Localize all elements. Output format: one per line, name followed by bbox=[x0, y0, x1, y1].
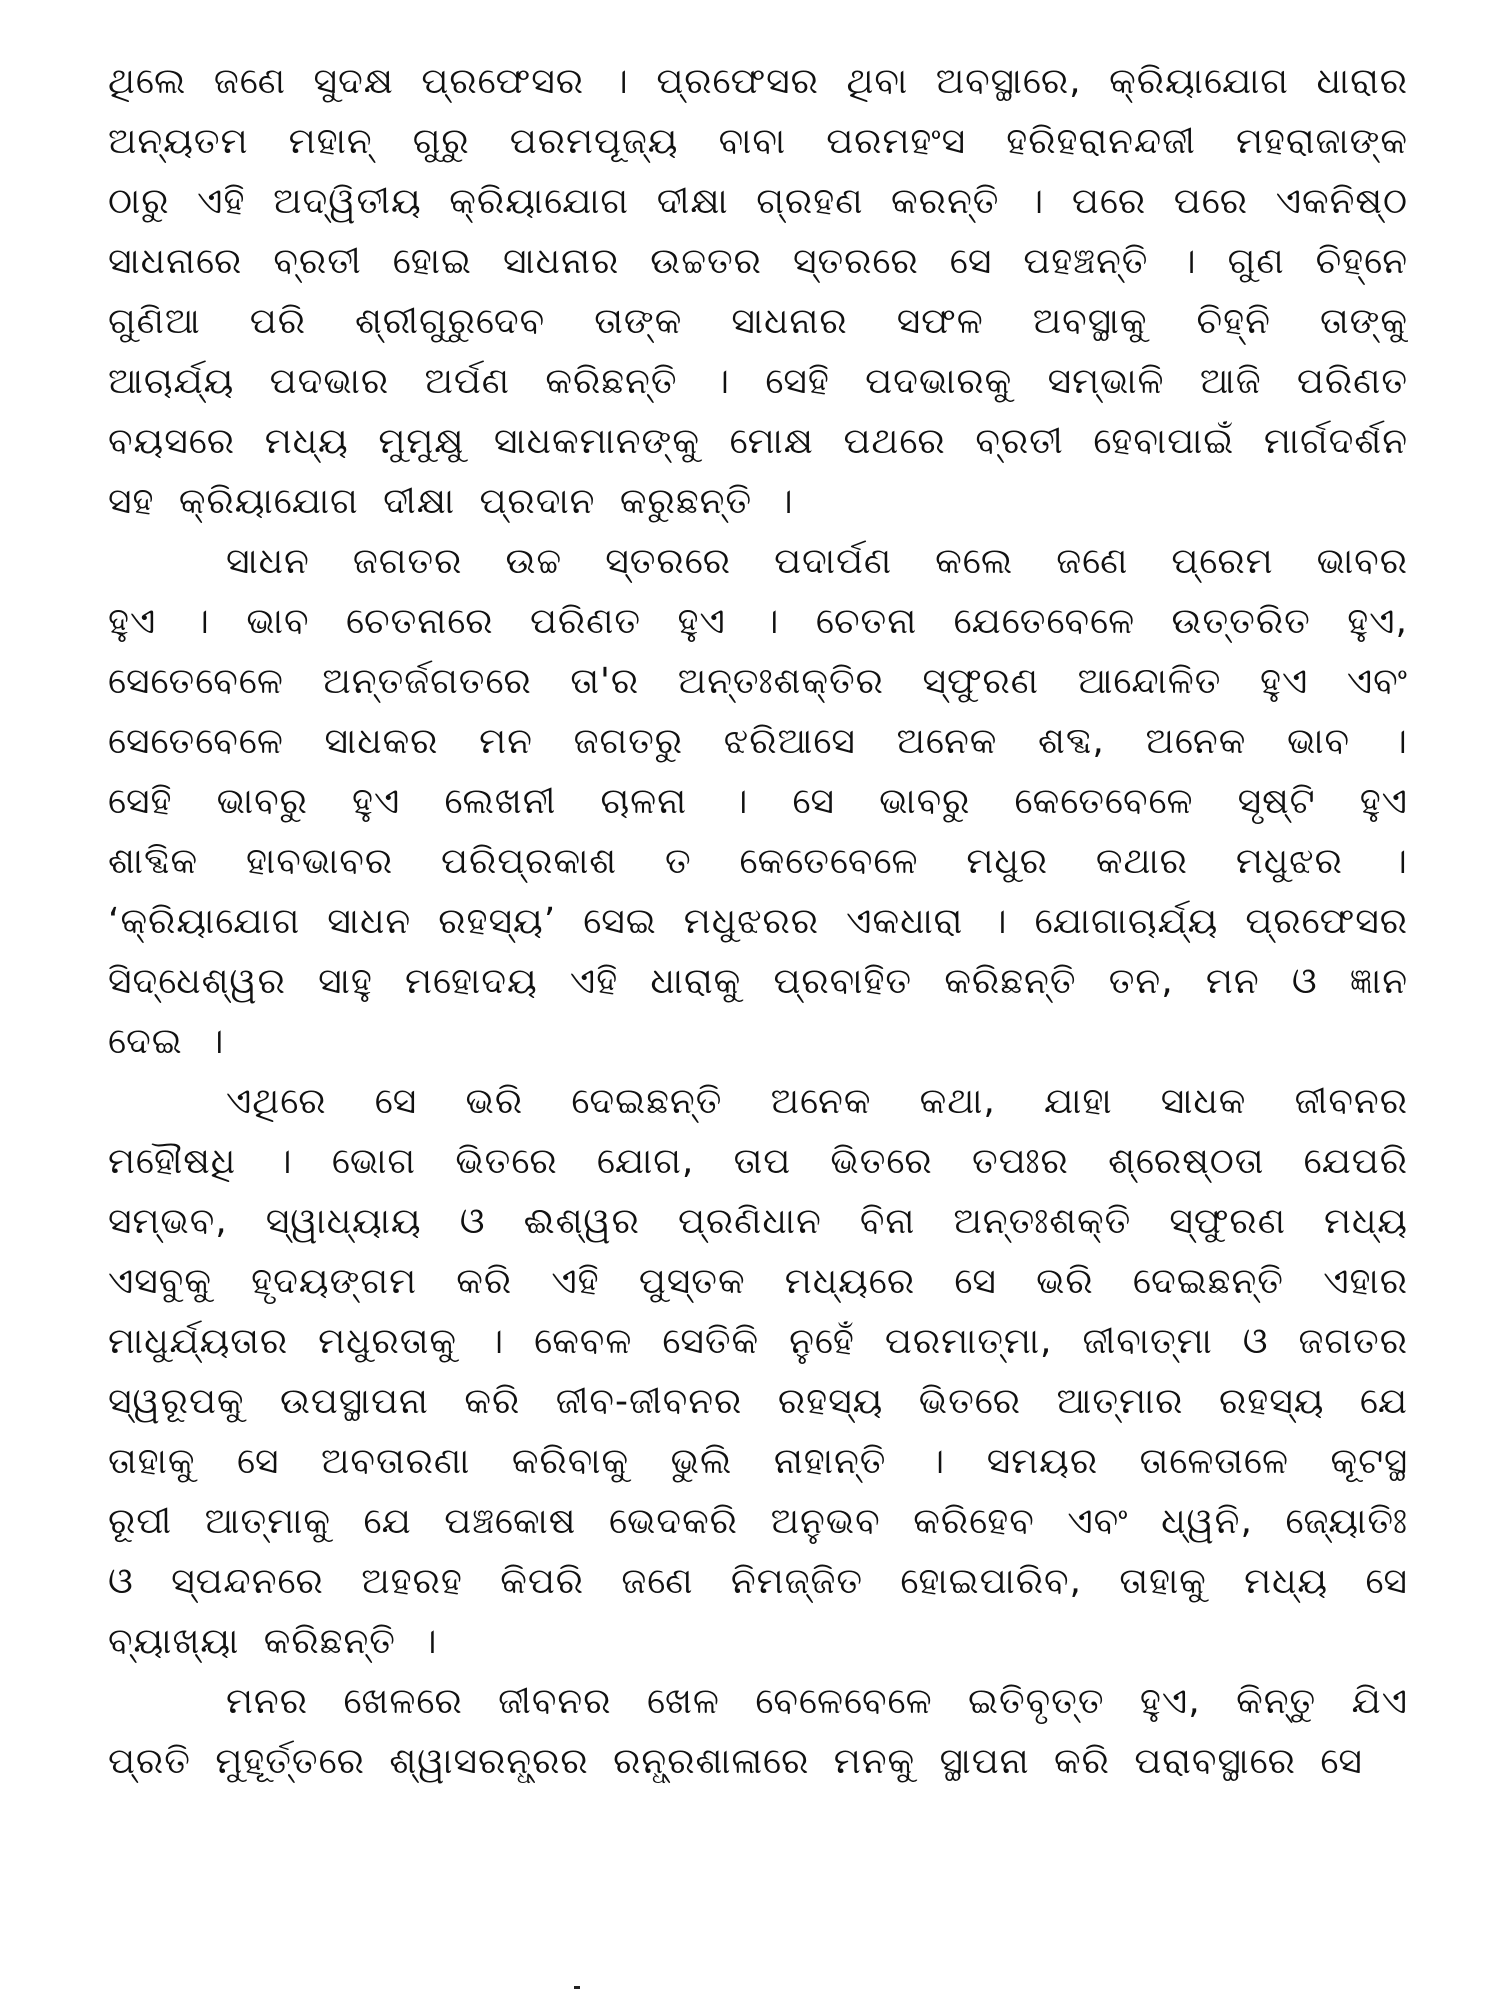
text-line: ଆଚାର୍ଯ୍ୟ ପଦଭାର ଅର୍ପଣ କରିଛନ୍ତି । ସେହି ପଦଭାରକୁ ସମ୍ଭାଳି ଆଜି ପରିଣତ bbox=[108, 361, 1408, 402]
text-line: ଠାରୁ ଏହି ଅଦ୍ୱିତୀୟ କ୍ରିୟାଯୋଗ ଦୀକ୍ଷା ଗ୍ରହଣ କରନ୍ତି । ପରେ ପରେ ଏକନିଷ୍ଠ bbox=[108, 181, 1408, 222]
paragraph-1 bbox=[108, 52, 1408, 532]
text-line: ସେତେବେଳେ ସାଧକର ମନ ଜଗତରୁ ଝରିଆସେ ଅନେକ ଶବ୍ଦ, ଅନେକ ଭାବ । bbox=[108, 721, 1408, 762]
paragraph-3 bbox=[108, 1072, 1408, 1672]
document-page bbox=[108, 52, 1408, 1792]
text-line: ବ୍ୟାଖ୍ୟା କରିଛନ୍ତି । bbox=[108, 1621, 438, 1662]
text-line: ସେହି ଭାବରୁ ହୁଏ ଲେଖନୀ ଚାଳନା । ସେ ଭାବରୁ କେତେବେଳେ ସୃଷ୍ଟି ହୁଏ bbox=[108, 781, 1408, 822]
text-line: ରୂପୀ ଆତ୍ମାକୁ ଯେ ପଞ୍ଚକୋଷ ଭେଦକରି ଅନୁଭବ କରିହେବ ଏବଂ ଧ୍ୱନି, ଜ୍ୟୋତିଃ bbox=[108, 1501, 1408, 1542]
text-line: ଓ ସ୍ପନ୍ଦନରେ ଅହରହ କିପରି ଜଣେ ନିମଜ୍ଜିତ ହୋଇପାରିବ, ତାହାକୁ ମଧ୍ୟ ସେ bbox=[108, 1561, 1408, 1602]
text-line: ଦେଇ । bbox=[108, 1021, 225, 1062]
text-line: ଥିଲେ ଜଣେ ସୁଦକ୍ଷ ପ୍ରଫେସର । ପ୍ରଫେସର ଥିବା ଅବସ୍ଥାରେ, କ୍ରିୟାଯୋଗ ଧାରାର bbox=[108, 61, 1408, 102]
scan-mark bbox=[574, 1986, 580, 1989]
text-line: ଅନ୍ୟତମ ମହାନ୍ ଗୁରୁ ପରମପୂଜ୍ୟ ବାବା ପରମହଂସ ହରିହରାନନ୍ଦଜୀ ମହରାଜାଙ୍କ bbox=[108, 121, 1408, 162]
text-line: ଶାବ୍ଦିକ ହାବଭାବର ପରିପ୍ରକାଶ ତ କେତେବେଳେ ମଧୁର କଥାର ମଧୁଝର । bbox=[108, 841, 1408, 882]
text-line: ହୁଏ । ଭାବ ଚେତନାରେ ପରିଣତ ହୁଏ । ଚେତନା ଯେତେବେଳେ ଉତ୍ତରିତ ହୁଏ, bbox=[108, 601, 1408, 642]
text-line: ମନର ଖେଳରେ ଜୀବନର ଖେଳ ବେଳେବେଳେ ଇତିବୃତ୍ତ ହୁଏ, କିନ୍ତୁ ଯିଏ bbox=[226, 1681, 1408, 1722]
text-line: ମହୌଷଧି । ଭୋଗ ଭିତରେ ଯୋଗ, ତାପ ଭିତରେ ତପଃର ଶ୍ରେଷ୍ଠତା ଯେପରି bbox=[108, 1141, 1408, 1182]
text-line: ସାଧନ ଜଗତର ଉଚ୍ଚ ସ୍ତରରେ ପଦାର୍ପଣ କଲେ ଜଣେ ପ୍ରେମ ଭାବର bbox=[226, 541, 1408, 582]
paragraph-4 bbox=[108, 1672, 1408, 1792]
text-line: ସ୍ୱରୂପକୁ ଉପସ୍ଥାପନା କରି ଜୀବ-ଜୀବନର ରହସ୍ୟ ଭିତରେ ଆତ୍ମାର ରହସ୍ୟ ଯେ bbox=[108, 1381, 1408, 1422]
text-line: ଗୁଣିଆ ପରି ଶ୍ରୀଗୁରୁଦେବ ତାଙ୍କ ସାଧନାର ସଫଳ ଅବସ୍ଥାକୁ ଚିହ୍ନି ତାଙ୍କୁ bbox=[108, 301, 1408, 342]
text-line: ‘କ୍ରିୟାଯୋଗ ସାଧନ ରହସ୍ୟ’ ସେଇ ମଧୁଝରର ଏକଧାରା । ଯୋଗାଚାର୍ଯ୍ୟ ପ୍ରଫେସର bbox=[108, 901, 1408, 942]
text-line: ଏଥିରେ ସେ ଭରି ଦେଇଛନ୍ତି ଅନେକ କଥା, ଯାହା ସାଧକ ଜୀବନର bbox=[226, 1081, 1408, 1122]
text-line: ସହ କ୍ରିୟାଯୋଗ ଦୀକ୍ଷା ପ୍ରଦାନ କରୁଛନ୍ତି । bbox=[108, 481, 794, 522]
paragraph-2 bbox=[108, 532, 1408, 1072]
text-line: ମାଧୁର୍ଯ୍ୟତାର ମଧୁରତାକୁ । କେବଳ ସେତିକି ନୁହେଁ ପରମାତ୍ମା, ଜୀବାତ୍ମା ଓ ଜଗତର bbox=[108, 1321, 1408, 1362]
text-line: ଏସବୁକୁ ହୃଦୟଙ୍ଗମ କରି ଏହି ପୁସ୍ତକ ମଧ୍ୟରେ ସେ ଭରି ଦେଇଛନ୍ତି ଏହାର bbox=[108, 1261, 1408, 1302]
text-line: ସାଧନାରେ ବ୍ରତୀ ହୋଇ ସାଧନାର ଉଚ୍ଚତର ସ୍ତରରେ ସେ ପହଞ୍ଚନ୍ତି । ଗୁଣ ଚିହ୍ନେ bbox=[108, 241, 1408, 282]
text-line: ସେତେବେଳେ ଅନ୍ତର୍ଜଗତରେ ତା'ର ଅନ୍ତଃଶକ୍ତିର ସ୍ଫୁରଣ ଆନ୍ଦୋଳିତ ହୁଏ ଏବଂ bbox=[108, 661, 1408, 702]
text-line: ସମ୍ଭବ, ସ୍ୱାଧ୍ୟାୟ ଓ ଈଶ୍ୱର ପ୍ରଣିଧାନ ବିନା ଅନ୍ତଃଶକ୍ତି ସ୍ଫୁରଣ ମଧ୍ୟ bbox=[108, 1201, 1408, 1242]
text-line: ତାହାକୁ ସେ ଅବତାରଣା କରିବାକୁ ଭୁଲି ନାହାନ୍ତି । ସମୟର ତାଳେତାଳେ କୂଟସ୍ଥ bbox=[108, 1441, 1408, 1482]
text-line: ସିଦ୍ଧେଶ୍ୱର ସାହୁ ମହୋଦୟ ଏହି ଧାରାକୁ ପ୍ରବାହିତ କରିଛନ୍ତି ତନ, ମନ ଓ ଜ୍ଞାନ bbox=[108, 961, 1408, 1002]
text-line: ବୟସରେ ମଧ୍ୟ ମୁମୁକ୍ଷୁ ସାଧକମାନଙ୍କୁ ମୋକ୍ଷ ପଥରେ ବ୍ରତୀ ହେବାପାଇଁ ମାର୍ଗଦର୍ଶନ bbox=[108, 421, 1408, 462]
text-line: ପ୍ରତି ମୁହୂର୍ତ୍ତରେ ଶ୍ୱାସରନ୍ଧ୍ରର ରନ୍ଧ୍ରଶାଳାରେ ମନକୁ ସ୍ଥାପନା କରି ପରାବସ୍ଥାରେ ସେ bbox=[108, 1741, 1363, 1782]
